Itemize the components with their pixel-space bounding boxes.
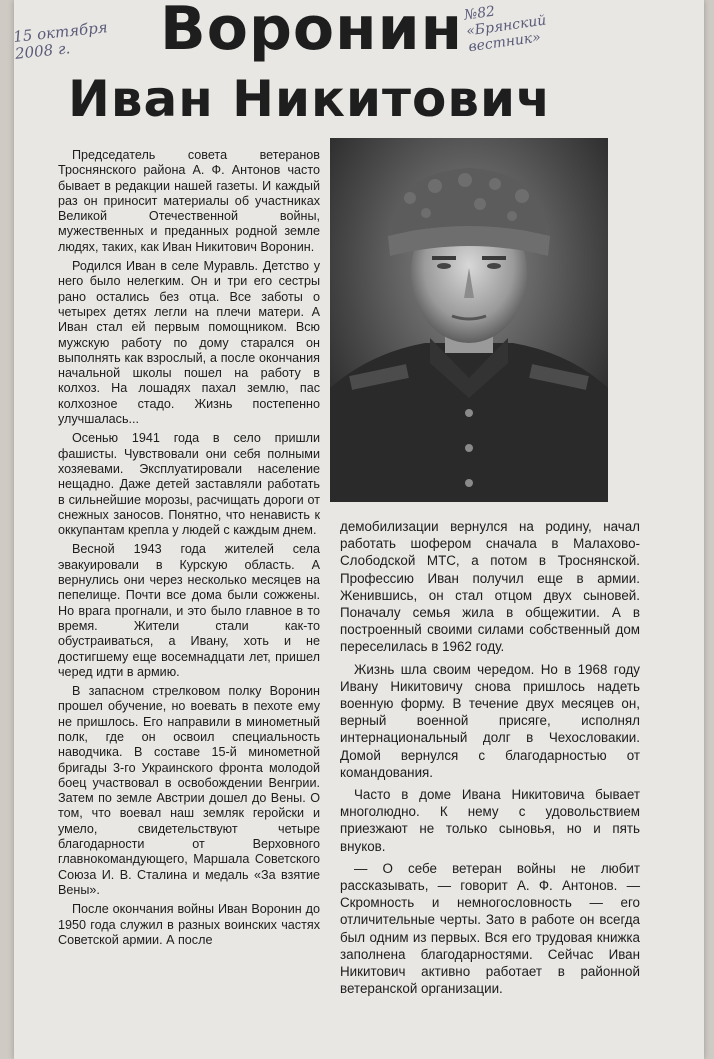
paragraph: Часто в доме Ивана Никитовича бывает многолюдно. К нему с удовольствием приезжают не только сыновья, но и пять внуков. [340,787,640,854]
article-right-column [340,518,640,1002]
soldier-portrait-photo [330,138,608,502]
paragraph: Родился Иван в селе Муравль. Детство у него было нелегким. Он и три его сестры рано остались без отца. Все заботы о четырех детях легли на плечи матери. А Иван стал ей первым помощником. Всю мужскую работу по дому старался он выполнять как взрослый, а после окончания начальной школы пошел на работу в колхоз. На лошадях пахал землю, пас колхозное стадо. Жизнь постепенно улучшалась... [58,259,320,427]
paragraph: После окончания войны Иван Воронин до 1950 года служил в разных воинских частях Советской армии. А после [58,902,320,947]
paragraph: В запасном стрелковом полку Воронин прошел обучение, но воевать в пехоте ему не пришлось. Его направили в минометный полк, где он освоил специальность наводчика. В составе 15-й минометной бригады 3-го Украинского фронта молодой боец участвовал в освобождении Венгрии. Затем по земле Австрии дошел до Вены. О том, что воевал наш земляк геройски и умело, свидетельствуют четыре благодарности от Верховного главнокомандующего, Маршала Советского Союза И. В. Сталина и медаль «За взятие Вены». [58,684,320,897]
paragraph: Жизнь шла своим чередом. Но в 1968 году Ивану Никитовичу снова пришлось надеть военную форму. В течение двух месяцев он, верный военной присяге, исполнял интернациональный долг в Чехословакии. Домой вернулся с благодарностью от командования. [340,661,640,780]
paragraph: — О себе ветеран войны не любит рассказывать, — говорит А. Ф. Антонов. — Скромность и немногословность — его отличительные черты. Зато в работе он всегда был одним из первых. Вся его трудовая книжка заполнена благодарностями. Сейчас Иван Никитович активно работает в районной ветеранской организации. [340,860,640,997]
headline-name: Иван Никитович [68,70,552,128]
handwritten-source-note: №82 «Брянский вестник» [463,3,548,56]
paragraph: демобилизации вернулся на родину, начал работать шофером сначала в Малахово-Слободской МТС, а потом в Троснянской. Профессию Иван получил еще в армии. Женившись, он стал отцом двух сыновей. Поначалу семья жила в общежитии. А в построенный своими силами собственный дом переселилась в 1962 году. [340,519,640,655]
article-left-column [58,148,320,952]
handwritten-date: 15 октября 2008 г. [12,18,109,63]
paragraph: Председатель совета ветеранов Троснянского района А. Ф. Антонов часто бывает в редакции нашей газеты. И каждый раз он приносит материалы об участниках Великой Отечественной войны, мужественных и преданных родной земле людях, таких, как Иван Никитович Воронин. [58,148,320,254]
headline-surname: Воронин [160,0,464,64]
portrait-illustration [330,138,608,502]
paragraph: Весной 1943 года жителей села эвакуировали в Курскую область. А вернулись они через несколько месяцев на пепелище. Почти все дома были сожжены. Но врага прогнали, и это было главное в то время. Жители стали как-то обустраиваться, а Ивану, хоть и не достигшему еще восемнадцати лет, пришел черед идти в армию. [58,542,320,679]
paragraph: Осенью 1941 года в село пришли фашисты. Чувствовали они себя полными хозяевами. Эксплуатировали население нещадно. Даже детей заставляли работать в сильнейшие морозы, расчищать дороги от снежных заносов. Понятно, что ненависть к оккупантам крепла у людей с каждым днем. [58,431,320,538]
